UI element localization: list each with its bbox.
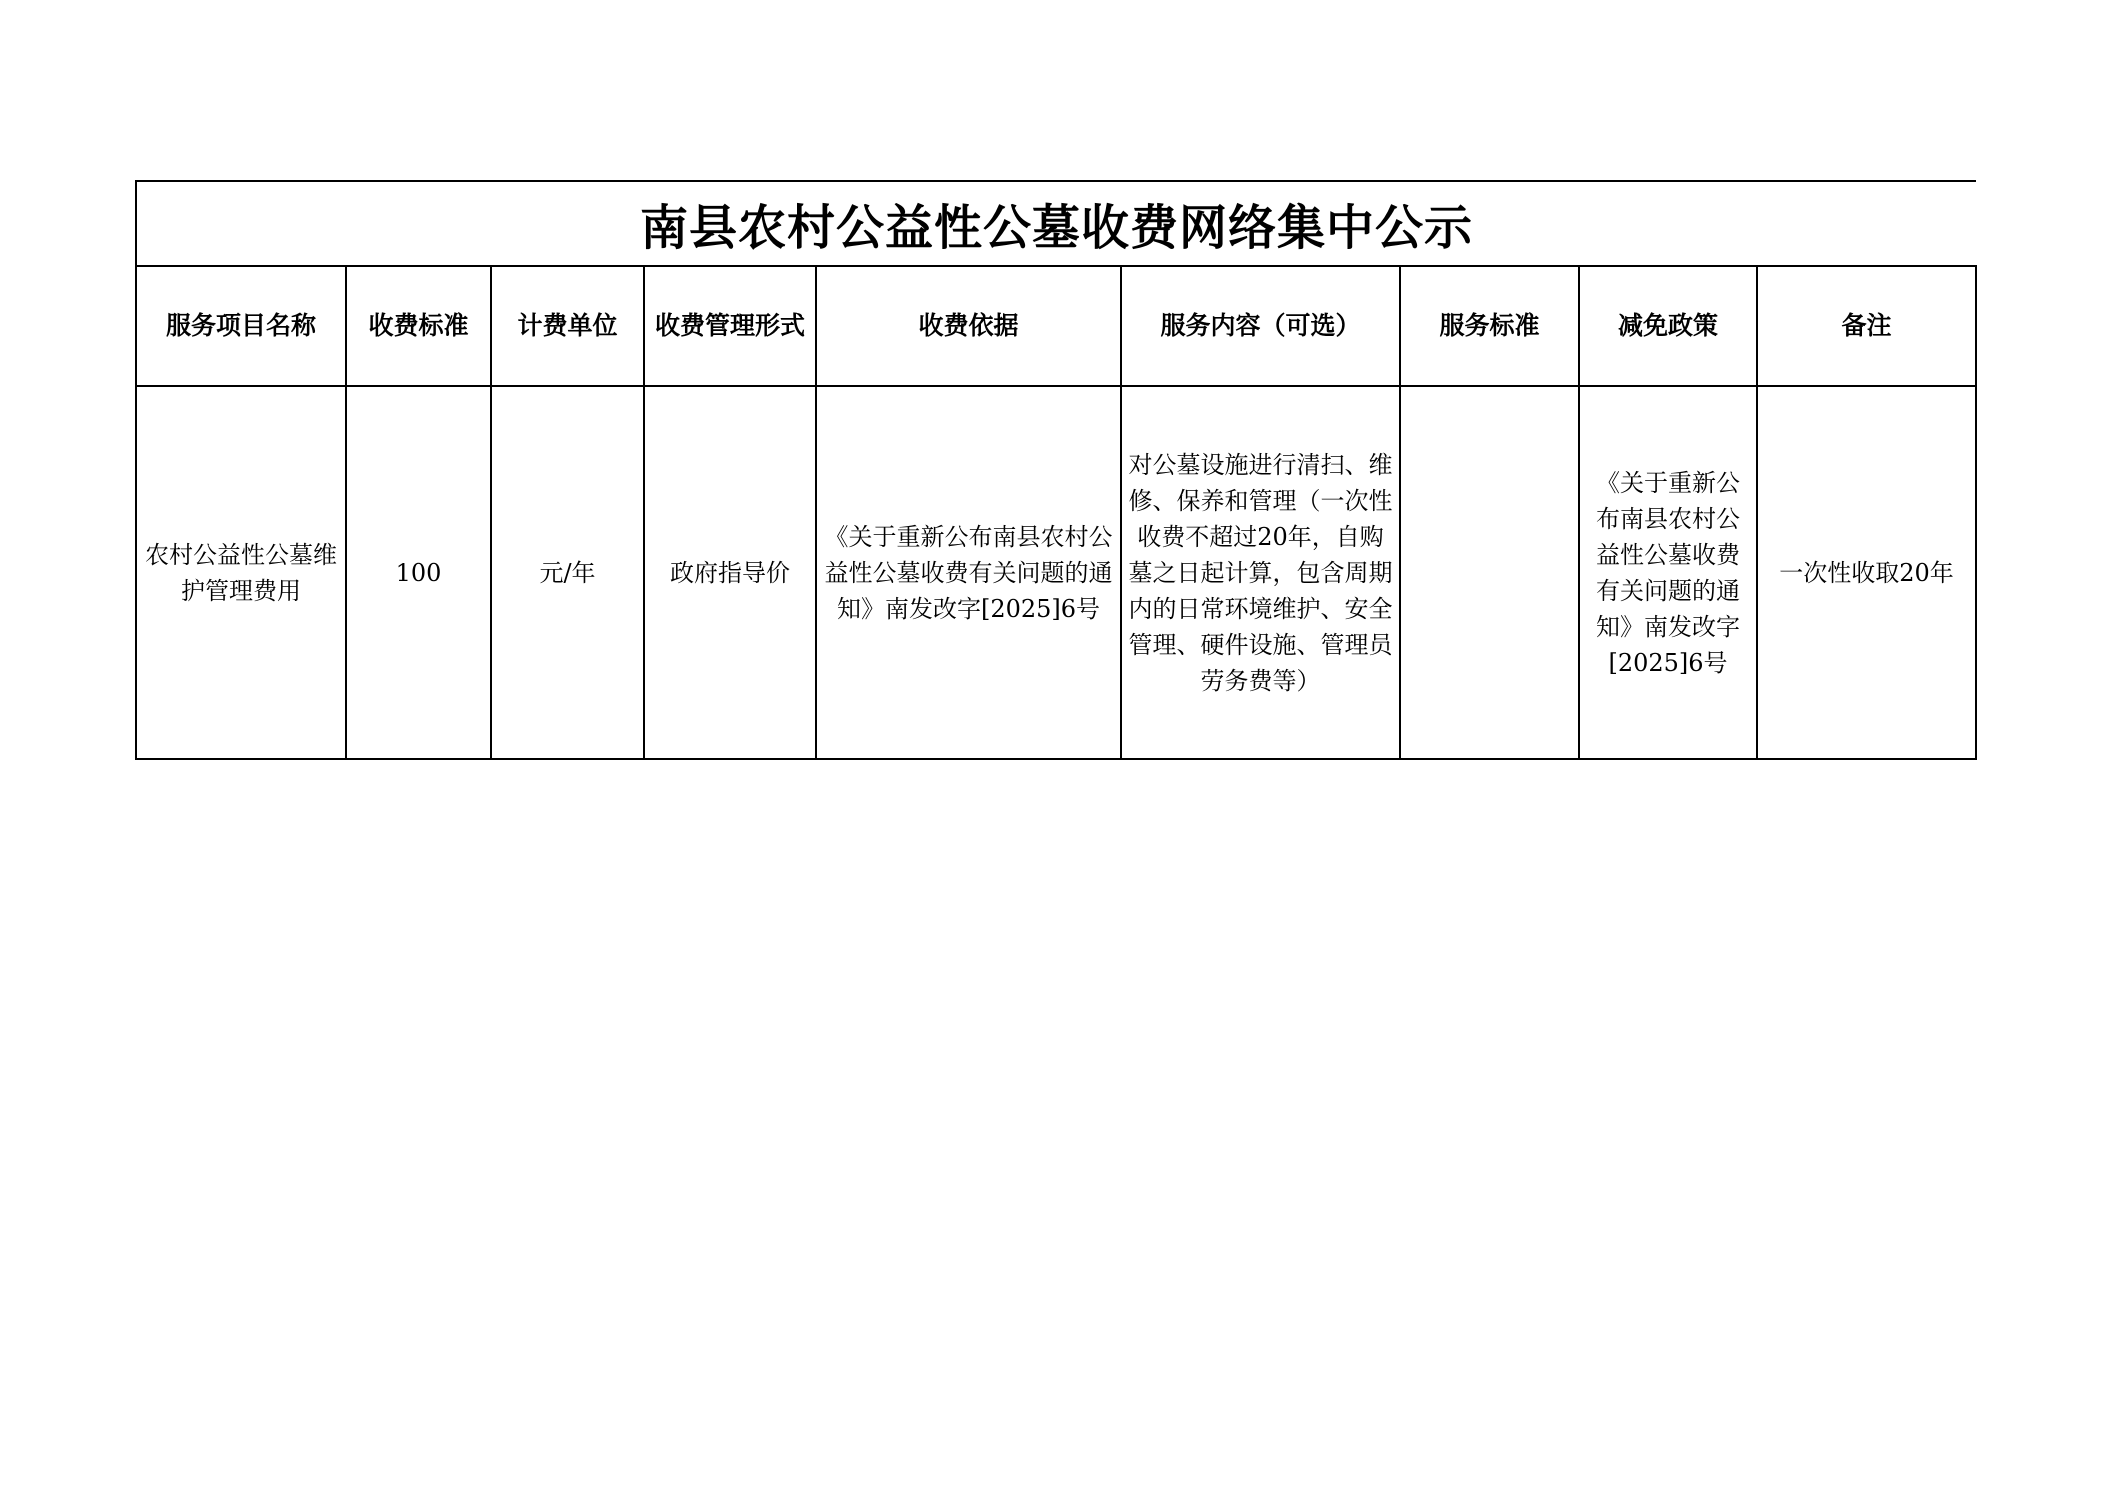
header-fee-standard: 收费标准	[346, 266, 491, 386]
fee-notice-sheet	[135, 180, 1975, 760]
table-row	[136, 386, 1976, 759]
header-service-content: 服务内容（可选）	[1121, 266, 1400, 386]
header-billing-unit: 计费单位	[491, 266, 644, 386]
page-title: 南县农村公益性公墓收费网络集中公示	[136, 181, 1976, 266]
header-reduction-policy: 减免政策	[1579, 266, 1757, 386]
cell-fee-basis: 《关于重新公布南县农村公益性公墓收费有关问题的通知》南发改字[2025]6号	[816, 386, 1121, 759]
cell-billing-unit: 元/年	[491, 386, 644, 759]
header-item-name: 服务项目名称	[136, 266, 346, 386]
header-fee-basis: 收费依据	[816, 266, 1121, 386]
cell-management-form: 政府指导价	[644, 386, 816, 759]
header-management-form: 收费管理形式	[644, 266, 816, 386]
header-remark: 备注	[1757, 266, 1976, 386]
cell-item-name: 农村公益性公墓维护管理费用	[136, 386, 346, 759]
cell-fee-standard: 100	[346, 386, 491, 759]
cell-service-content: 对公墓设施进行清扫、维修、保养和管理（一次性收费不超过20年，自购墓之日起计算，包含周期内的日常环境维护、安全管理、硬件设施、管理员劳务费等）	[1121, 386, 1400, 759]
cell-reduction-policy: 《关于重新公布南县农村公益性公墓收费有关问题的通知》南发改字[2025]6号	[1579, 386, 1757, 759]
fee-notice-table	[135, 180, 1977, 760]
cell-service-standard	[1400, 386, 1579, 759]
header-service-standard: 服务标准	[1400, 266, 1579, 386]
table-header-row	[136, 266, 1976, 386]
cell-remark: 一次性收取20年	[1757, 386, 1976, 759]
